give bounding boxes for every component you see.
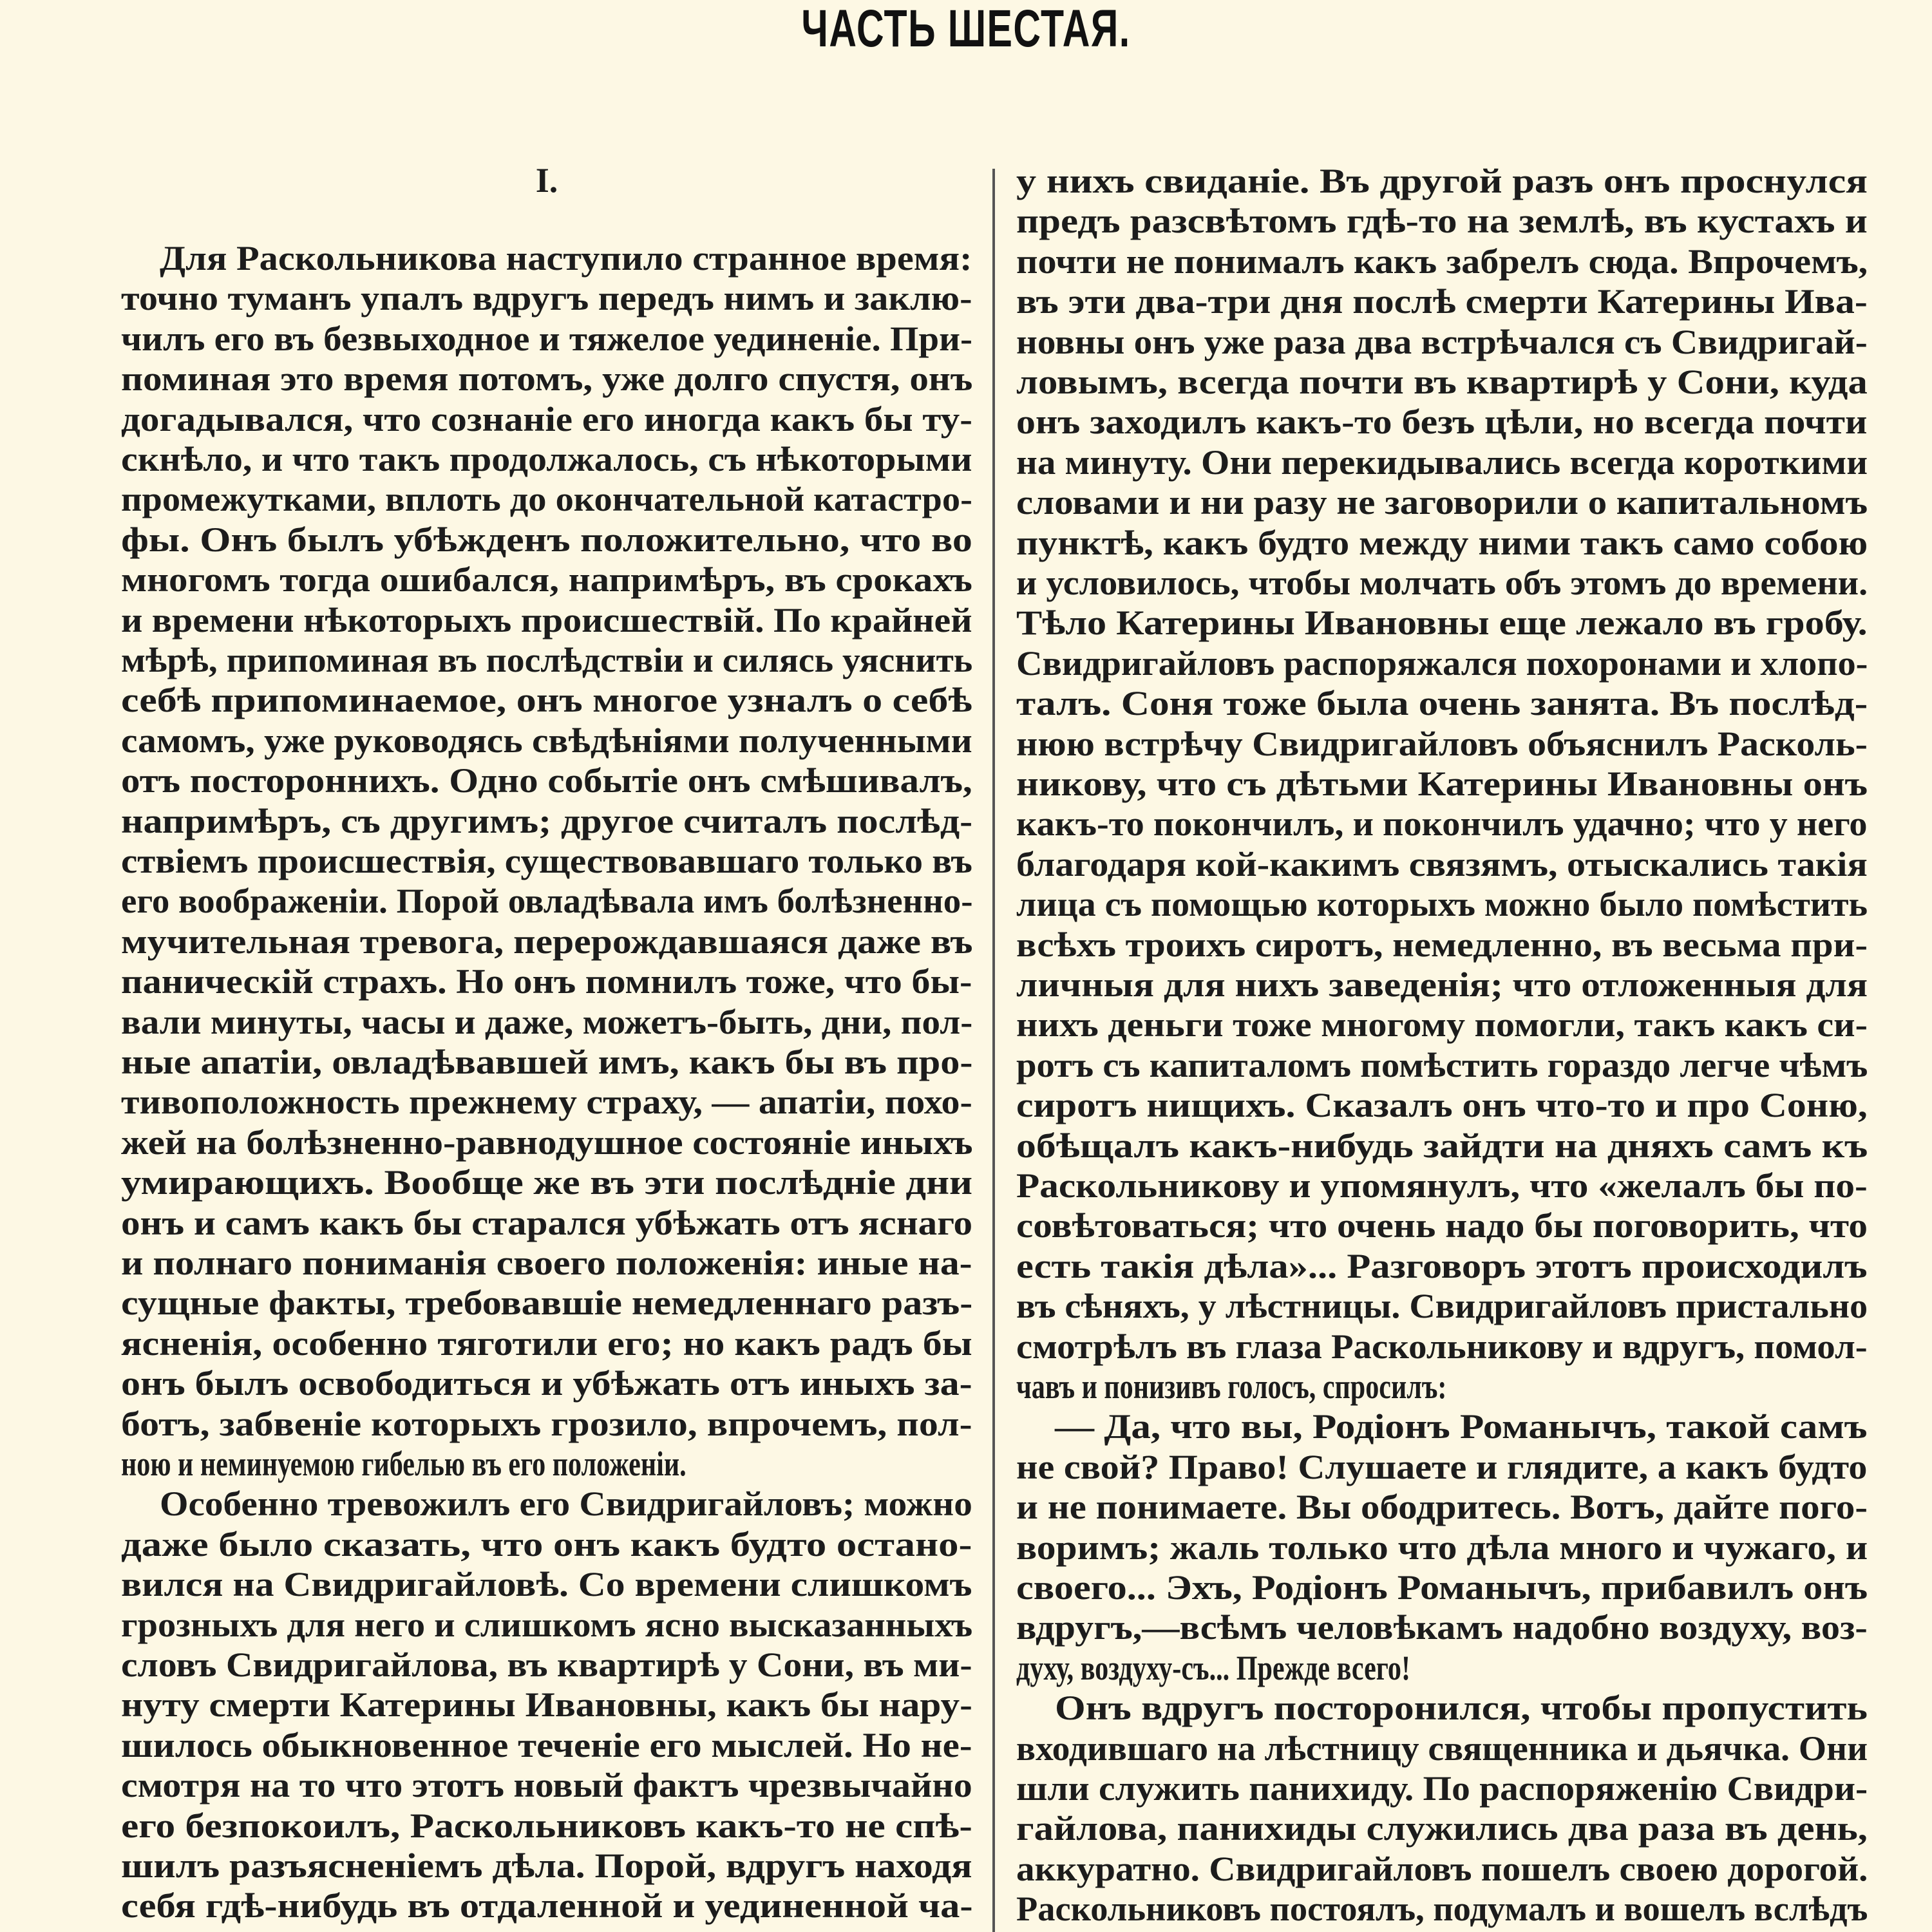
text-line: гайлова, панихиды служились два раза въ день, <box>1016 1809 1868 1848</box>
text-line: смотря на то что этотъ новый фактъ чрезвычайно <box>121 1766 972 1805</box>
text-line: догадывался, что сознанiе его иногда какъ бы ту- <box>121 399 972 439</box>
text-line: новны онъ уже раза два встрѣчался съ Свидригай- <box>1016 322 1868 361</box>
text-line: воримъ; жаль только что дѣла много и чужаго, и <box>1016 1528 1868 1567</box>
text-line: ротъ съ капиталомъ помѣстить гораздо легче чѣмъ <box>1016 1045 1868 1084</box>
text-line: жей на болѣзненно-равнодушное состоянiе иныхъ <box>121 1122 973 1162</box>
text-line: нихъ деньги тоже многому помогли, такъ какъ си- <box>1016 1005 1868 1045</box>
text-line: всѣхъ троихъ сиротъ, немедленно, въ весьма при- <box>1016 925 1868 964</box>
text-line: и не понимаете. Вы ободритесь. Вотъ, дайте пого- <box>1016 1488 1868 1527</box>
text-line: Онъ вдругъ посторонился, чтобы пропустить <box>1055 1689 1868 1728</box>
text-line: нуту смерти Катерины Ивановны, какъ бы нару- <box>121 1685 972 1725</box>
text-line: паническiй страхъ. Но онъ помнилъ тоже, что бы- <box>121 962 972 1001</box>
text-line: скнѣло, и что такъ продолжалось, съ нѣкоторыми <box>121 440 972 478</box>
text-line: своего... Эхъ, Родiонъ Романычъ, прибавилъ онъ <box>1016 1568 1868 1607</box>
text-line: вился на Свидригайловѣ. Со времени слишкомъ <box>121 1565 972 1604</box>
text-line: ловымъ, всегда почти въ квартирѣ у Сони, куда <box>1016 363 1868 401</box>
chapter-number: I. <box>535 161 558 200</box>
text-line: личныя для нихъ заведенiя; что отложенныя для <box>1016 965 1868 1004</box>
text-line: совѣтоваться; что очень надо бы поговорить, что <box>1016 1206 1868 1245</box>
text-line: входившаго на лѣстницу священника и дьячка. Они <box>1016 1728 1868 1768</box>
text-line: тивоположность прежнему страху, — апатiи, похо- <box>121 1083 972 1122</box>
text-line: аккуратно. Свидригайловъ пошелъ своею дорогой. <box>1016 1849 1868 1888</box>
text-line: шли служить панихиду. По распоряженiю Свидри- <box>1016 1769 1868 1808</box>
text-line: талъ. Соня тоже была очень занята. Въ послѣд- <box>1016 684 1868 723</box>
text-line: шилось обыкновенное теченiе его мыслей. Но не- <box>121 1725 972 1765</box>
text-line: себя гдѣ-нибудь въ отдаленной и уединенной ча- <box>121 1886 973 1926</box>
text-line: благодаря кой-какимъ связямъ, отыскались такiя <box>1016 844 1868 884</box>
text-line: сущные факты, требовавшiе немедленнаго разъ- <box>121 1283 973 1323</box>
text-line: лица съ помощью которыхъ можно было помѣстить <box>1016 885 1868 924</box>
text-line: шилъ разъясненiемъ дѣла. Порой, вдругъ находя <box>121 1846 972 1885</box>
text-line: есть такiя дѣла»... Разговоръ этотъ происходилъ <box>1016 1246 1868 1285</box>
text-line: даже было сказать, что онъ какъ будто остано- <box>121 1524 972 1564</box>
text-line: словами и ни разу не заговорили о капитальномъ <box>1016 483 1868 522</box>
text-line: фы. Онъ былъ убѣжденъ положительно, что во <box>121 520 972 559</box>
text-line: у нихъ свиданiе. Въ другой разъ онъ проснулся <box>1016 162 1868 200</box>
text-line: чилъ его въ безвыходное и тяжелое уединенiе. При- <box>121 319 972 358</box>
text-line: напримѣръ, съ другимъ; другое считалъ послѣд- <box>121 801 973 840</box>
text-line: себѣ припоминаемое, онъ многое узналъ о себѣ <box>121 681 972 720</box>
text-line: Свидригайловъ распоряжался похоронами и хлопо- <box>1016 643 1868 683</box>
text-line: Особенно тревожилъ его Свидригайловъ; можно <box>160 1484 972 1524</box>
text-line: почти не понималъ какъ забрелъ сюда. Впрочемъ, <box>1016 242 1868 281</box>
text-line: въ сѣняхъ, у лѣстницы. Свидригайловъ пристально <box>1016 1287 1868 1326</box>
text-line: предъ разсвѣтомъ гдѣ-то на землѣ, въ кустахъ и <box>1016 202 1868 241</box>
page-title: ЧАСТЬ ШЕСТАЯ. <box>801 0 1131 58</box>
text-line: ботъ, забвенiе которыхъ грозило, впрочемъ, пол- <box>121 1404 972 1443</box>
text-line: вдругъ,—всѣмъ человѣкамъ надобно воздуху, воз- <box>1016 1608 1868 1647</box>
text-line: сиротъ нищихъ. Сказалъ онъ что-то и про Соню, <box>1016 1086 1868 1125</box>
text-line: его безпокоилъ, Раскольниковъ какъ-то не спѣ- <box>121 1806 972 1845</box>
text-line: обѣщалъ какъ-нибудь зайдти на дняхъ самъ къ <box>1016 1126 1868 1165</box>
text-line: онъ заходилъ какъ-то безъ цѣли, но всегда почти <box>1016 402 1868 442</box>
text-line: умирающихъ. Вообще же въ эти послѣднiе дни <box>121 1163 973 1202</box>
text-line: въ эти два-три дня послѣ смерти Катерины Ива- <box>1016 282 1868 321</box>
text-line: ною и неминуемою гибелью въ его положенiи. <box>121 1444 687 1483</box>
text-line: промежутками, вплоть до окончательной катастро- <box>121 480 972 519</box>
text-line: пунктѣ, какъ будто между ними такъ само собою <box>1016 523 1868 562</box>
text-line: духу, воздуху-съ... Прежде всего! <box>1016 1648 1410 1687</box>
text-line: и условилось, чтобы молчать объ этомъ до времени. <box>1016 564 1868 602</box>
text-line: многомъ тогда ошибался, напримѣръ, въ срокахъ <box>121 560 972 600</box>
text-line: ясненiя, особенно тяготили его; но какъ радъ бы <box>121 1323 972 1363</box>
text-line: словъ Свидригайлова, въ квартирѣ у Сони, въ ми- <box>121 1645 972 1684</box>
text-line: Для Раскольникова наступило странное время: <box>160 239 972 278</box>
text-line: его воображенiи. Порой овладѣвала имъ болѣзненно- <box>121 882 973 921</box>
text-line: и полнаго пониманiя своего положенiя: иные на- <box>121 1244 972 1282</box>
text-line: никову, что съ дѣтьми Катерины Ивановны онъ <box>1016 764 1868 803</box>
text-line: не свой? Право! Слушаете и глядите, а какъ будто <box>1016 1447 1868 1486</box>
text-line: — Да, что вы, Родiонъ Романычъ, такой самъ <box>1055 1407 1868 1446</box>
text-line: онъ и самъ какъ бы старался убѣжать отъ яснаго <box>121 1203 973 1242</box>
text-line: ствiемъ происшествiя, существовавшаго только въ <box>121 842 972 880</box>
text-line: грозныхъ для него и слишкомъ ясно высказанныхъ <box>121 1605 973 1644</box>
text-line: и времени нѣкоторыхъ происшествiй. По крайней <box>121 600 972 639</box>
text-line: Тѣло Катерины Ивановны еще лежало въ гробу. <box>1016 603 1868 643</box>
text-line: мѣрѣ, припоминая въ послѣдствiи и силясь уяснить <box>121 641 973 679</box>
text-line: смотрѣлъ въ глаза Раскольникову и вдругъ, помол- <box>1016 1327 1868 1366</box>
text-line: мучительная тревога, перерождавшаяся даже въ <box>121 922 973 961</box>
text-line: Раскольниковъ постоялъ, подумалъ и вошелъ вслѣдъ <box>1016 1889 1868 1929</box>
text-line: точно туманъ упалъ вдругъ передъ нимъ и заклю- <box>121 279 972 318</box>
column-divider <box>992 169 995 1932</box>
text-line: отъ постороннихъ. Одно событiе онъ смѣшивалъ, <box>121 761 972 800</box>
text-line: самомъ, уже руководясь свѣдѣнiями полученными <box>121 721 972 760</box>
text-line: Раскольникову и упомянулъ, что «желалъ бы по- <box>1016 1166 1868 1205</box>
text-line: вали минуты, часы и даже, можетъ-быть, дни, пол- <box>121 1002 973 1041</box>
text-line: онъ былъ освободиться и убѣжать отъ иныхъ за- <box>121 1364 972 1403</box>
text-line: нюю встрѣчу Свидригайловъ объяснилъ Расколь- <box>1016 724 1868 763</box>
text-line: чавъ и понизивъ голосъ, спросилъ: <box>1016 1367 1447 1406</box>
text-line: на минуту. Они перекидывались всегда короткими <box>1016 442 1868 482</box>
text-line: поминая это время потомъ, уже долго спустя, онъ <box>121 359 973 399</box>
text-line: ные апатiи, овладѣвавшей имъ, какъ бы въ про- <box>121 1043 973 1081</box>
text-line: какъ-то покончилъ, и покончилъ удачно; что у него <box>1016 804 1868 844</box>
